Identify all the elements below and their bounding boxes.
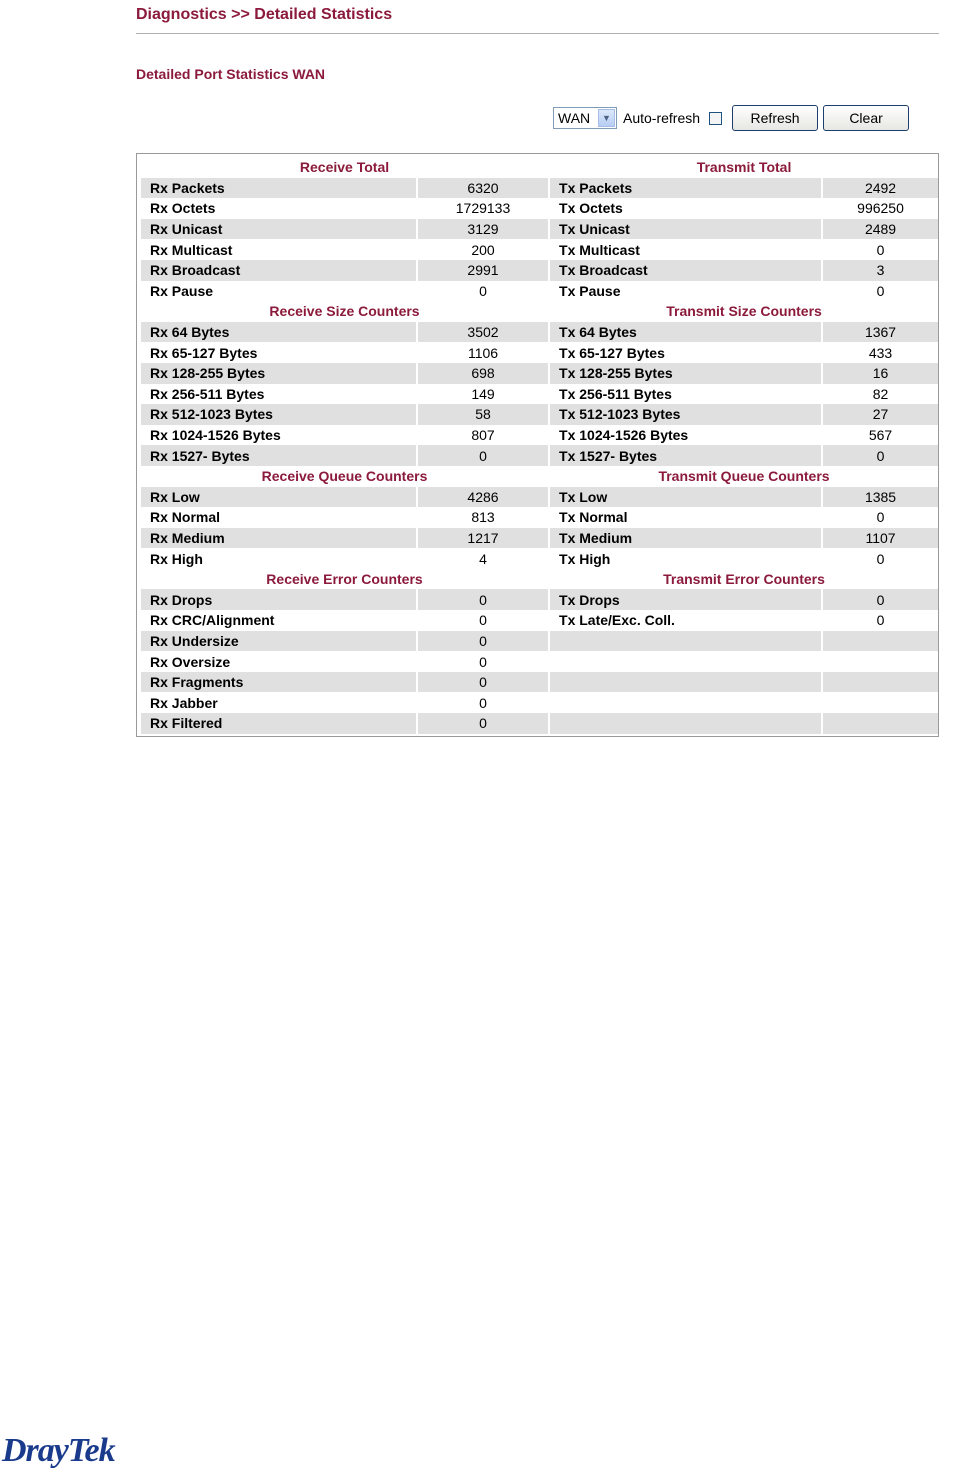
empty-cell [550,631,821,652]
header-divider [136,33,939,34]
stat-label: Rx Drops [141,589,416,610]
stat-value: 433 [868,344,893,361]
chevron-down-icon[interactable]: ▼ [598,109,615,127]
port-select[interactable] [553,107,617,129]
stat-value: 0 [479,653,487,670]
section-title: Receive Error Counters [266,571,423,588]
stat-value: 149 [471,385,495,402]
clear-button[interactable]: Clear [823,105,909,131]
stat-label: Rx 65-127 Bytes [150,344,258,361]
stat-value: 2492 [823,178,938,199]
section-header [141,466,938,487]
stat-label: Rx 1527- Bytes [141,445,416,466]
stat-label: Tx Medium [550,528,821,549]
section-title: Receive Queue Counters [261,468,428,485]
stat-label: Rx Unicast [141,219,416,240]
stat-value: 0 [876,509,885,526]
table-row [141,692,938,713]
table-row [141,528,938,549]
stat-label: Tx 256-511 Bytes [559,385,672,402]
auto-refresh-checkbox[interactable] [709,112,722,125]
stat-value: 4 [479,550,487,567]
stat-label: Rx High [150,550,203,567]
empty-cell [550,672,821,693]
stat-value: 3129 [418,219,548,240]
stat-label: Tx Pause [559,282,621,299]
stat-value: 4286 [418,487,548,508]
section-header [141,301,938,322]
empty-cell [823,651,938,672]
table-row [141,672,938,693]
stat-value: 1385 [823,487,938,508]
stat-value: 0 [823,589,938,610]
section-title: Receive Size Counters [269,303,420,320]
breadcrumb: Diagnostics >> Detailed Statistics [136,6,393,23]
stat-label: Rx Filtered [141,713,416,734]
table-row [141,713,938,734]
section-title: Transmit Queue Counters [658,468,830,485]
stat-label: Rx Octets [150,200,216,217]
stat-label: Rx Pause [150,282,214,299]
stat-label: Rx Packets [141,178,416,199]
stat-value: 27 [823,404,938,425]
stat-label: Tx 1024-1526 Bytes [559,427,689,444]
stat-value: 3 [823,260,938,281]
draytek-logo: DrayTek [2,1432,115,1469]
empty-cell [823,713,938,734]
stat-value: 0 [418,589,548,610]
auto-refresh-label: Auto-refresh [623,110,701,126]
stat-value: 813 [471,509,495,526]
stat-label: Tx Late/Exc. Coll. [559,612,675,629]
table-row [141,631,938,652]
stat-value: 0 [418,672,548,693]
stat-value: 567 [868,427,893,444]
table-row [141,425,938,446]
stat-label: Rx 1024-1526 Bytes [150,427,281,444]
table-row [141,404,938,425]
stat-label: Tx High [559,550,611,567]
table-row [141,548,938,569]
stat-value: 0 [418,713,548,734]
stat-value: 0 [876,282,885,299]
stat-label: Tx Drops [550,589,821,610]
table-row [141,487,938,508]
table-row [141,281,938,302]
stat-value: 3502 [418,322,548,343]
section-header [141,569,938,590]
stat-label: Rx Broadcast [141,260,416,281]
stat-label: Rx 64 Bytes [141,322,416,343]
stat-label: Rx 256-511 Bytes [150,385,265,402]
stat-label: Rx Medium [141,528,416,549]
stat-value: 807 [471,427,495,444]
stat-label: Rx 128-255 Bytes [141,363,416,384]
stat-label: Rx Fragments [141,672,416,693]
stat-value: 1729133 [455,200,511,217]
stat-label: Tx 1527- Bytes [550,445,821,466]
stat-value: 0 [876,241,885,258]
stat-label: Rx Undersize [141,631,416,652]
stat-value: 0 [823,445,938,466]
stat-value: 0 [876,550,885,567]
empty-cell [550,692,821,713]
table-row [141,219,938,240]
table-row [141,507,938,528]
section-title: Receive Total [299,159,390,176]
table-row [141,198,938,219]
stat-value: 1106 [467,344,499,361]
stat-label: Tx Packets [550,178,821,199]
table-row [141,445,938,466]
table-row [141,651,938,672]
empty-cell [550,651,821,672]
table-row [141,610,938,631]
stat-value: 0 [418,445,548,466]
stat-value: 1107 [823,528,938,549]
stat-value: 0 [418,631,548,652]
stat-label: Rx 512-1023 Bytes [141,404,416,425]
stat-value: 200 [471,241,495,258]
stat-label: Rx Low [141,487,416,508]
section-header [141,157,938,178]
stat-value: 0 [479,282,487,299]
stat-label: Tx Octets [559,200,623,217]
empty-cell [823,631,938,652]
port-select-value: WAN [558,110,591,126]
stat-value: 82 [872,385,889,402]
table-row [141,178,938,199]
stat-value: 698 [418,363,548,384]
table-row [141,589,938,610]
stat-value: 16 [823,363,938,384]
stat-label: Rx Multicast [150,241,233,258]
table-row [141,384,938,405]
stat-label: Tx Unicast [550,219,821,240]
table-row [141,322,938,343]
stat-value: 0 [876,612,885,629]
stat-value: 6320 [418,178,548,199]
stat-value: 1367 [823,322,938,343]
page-subtitle: Detailed Port Statistics WAN [136,66,326,82]
stat-value: 0 [479,694,487,711]
stat-value: 2489 [823,219,938,240]
empty-cell [823,692,938,713]
stat-label: Rx Jabber [150,694,218,711]
stat-label: Rx CRC/Alignment [150,612,275,629]
section-title: Transmit Size Counters [666,303,822,320]
section-title: Transmit Total [696,159,792,176]
stat-label: Tx 128-255 Bytes [550,363,821,384]
stat-label: Rx Oversize [150,653,231,670]
empty-cell [550,713,821,734]
controls-bar [553,105,909,131]
refresh-button[interactable]: Refresh [732,105,818,131]
stat-value: 2991 [418,260,548,281]
table-row [141,239,938,260]
stat-label: Tx Normal [559,509,628,526]
stat-value: 996250 [857,200,904,217]
stat-value: 58 [418,404,548,425]
stat-label: Tx 65-127 Bytes [559,344,665,361]
stat-label: Tx Broadcast [550,260,821,281]
stat-label: Rx Normal [150,509,221,526]
stat-value: 0 [479,612,487,629]
empty-cell [823,672,938,693]
stat-label: Tx 64 Bytes [550,322,821,343]
statistics-table [136,153,939,737]
stat-label: Tx Low [550,487,821,508]
stat-label: Tx 512-1023 Bytes [550,404,821,425]
section-title: Transmit Error Counters [663,571,825,588]
stat-value: 1217 [418,528,548,549]
table-row [141,260,938,281]
stat-label: Tx Multicast [559,241,640,258]
table-row [141,342,938,363]
table-row [141,363,938,384]
